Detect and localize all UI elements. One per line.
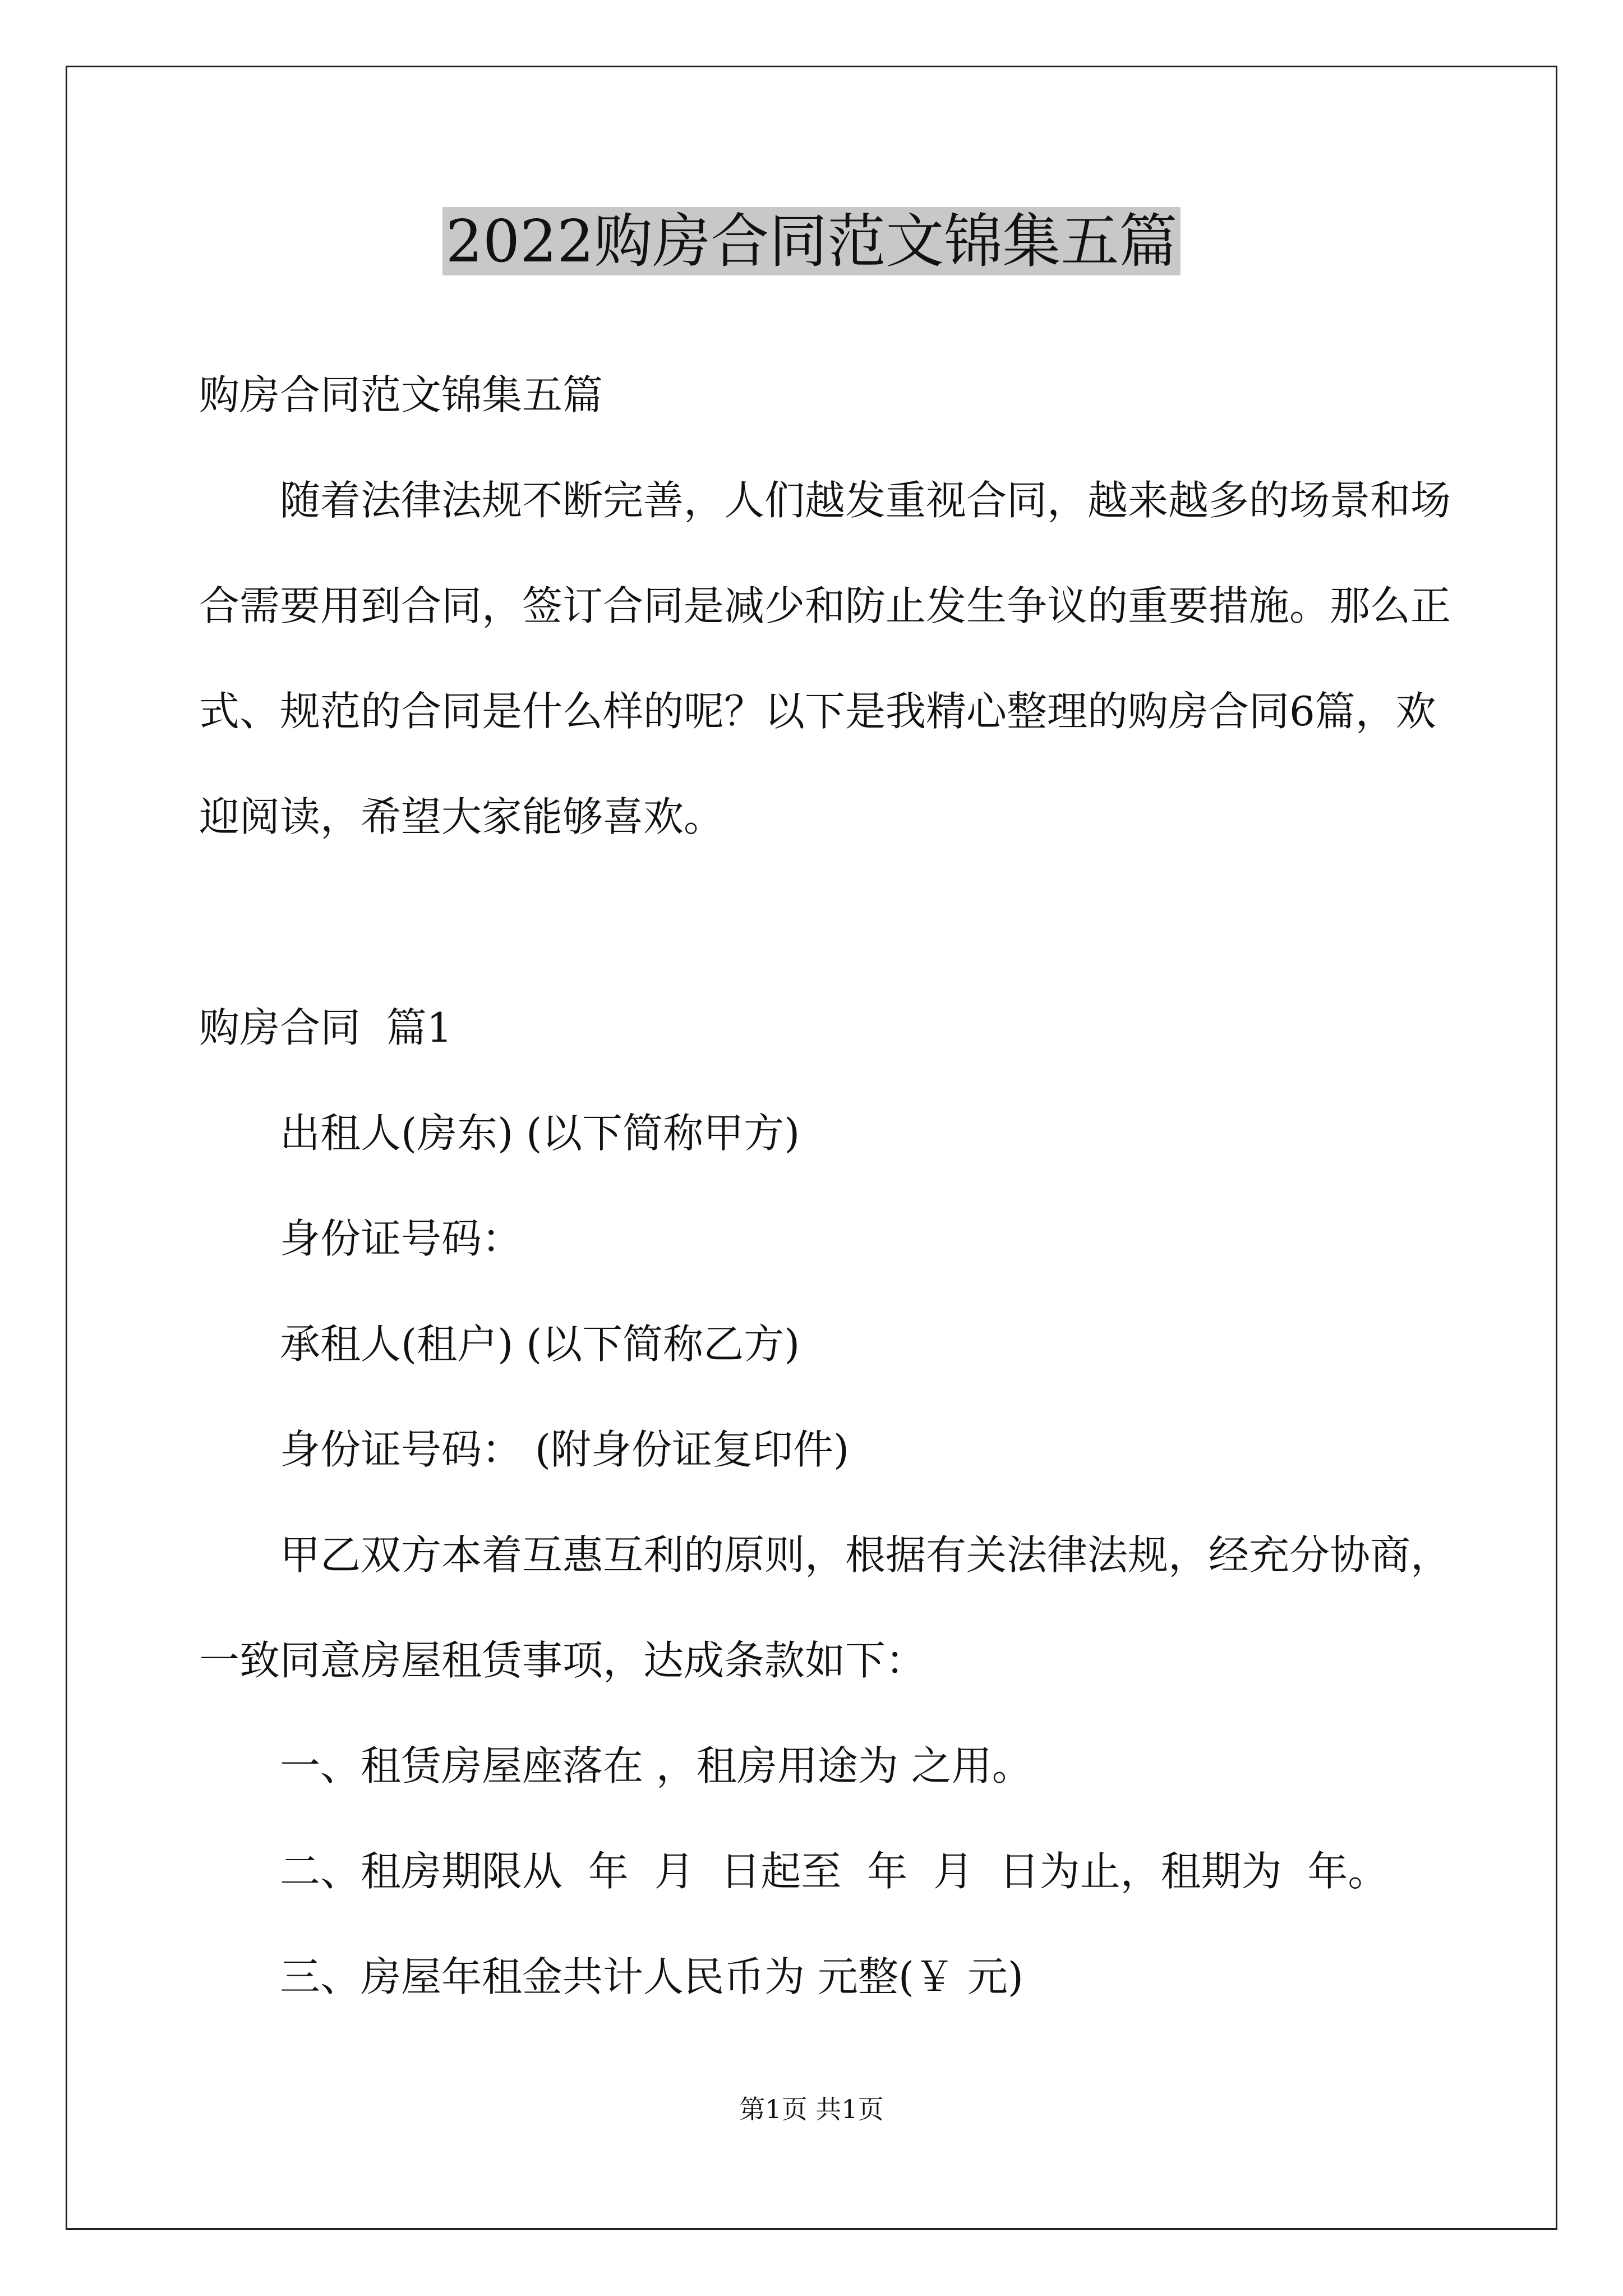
clause-3: 三、房屋年租金共计人民币为 元整(￥ 元): [280, 1953, 1023, 2000]
clause-1: 一、租赁房屋座落在 ，租房用途为 之用。: [280, 1742, 1032, 1789]
clause-2: 二、租房期限从 年 月 日起至 年 月 日为止，租期为 年。: [280, 1848, 1389, 1895]
intro-paragraph: 随着法律法规不断完善，人们越发重视合同，越来越多的场景和场合需要用到合同，签订合同是减少和防止发生争议的重要措施。那么正式、规范的合同是什么样的呢？以下是我精心整理的购房合同6篇，欢迎阅读，希望大家能够喜欢。: [199, 477, 1451, 840]
lessee-line: 承租人(租户) (以下简称乙方): [280, 1320, 800, 1368]
lessee-id-line: 身份证号码： (附身份证复印件): [280, 1426, 850, 1473]
document-title: [0, 202, 1623, 280]
document-subtitle: 购房合同范文锦集五篇: [199, 371, 603, 418]
document-body: [199, 342, 1467, 2030]
lessor-id-line: 身份证号码：: [280, 1215, 523, 1262]
agreement-paragraph: 甲乙双方本着互惠互利的原则，根据有关法律法规，经充分协商，一致同意房屋租赁事项，达成条款如下：: [199, 1531, 1451, 1684]
section-heading: 购房合同 篇1: [199, 1004, 453, 1051]
lessor-line: 出租人(房东) (以下简称甲方): [280, 1110, 800, 1157]
page-footer: 第1页 共1页: [739, 2094, 884, 2124]
document-title-text: 2022购房合同范文锦集五篇: [442, 207, 1181, 275]
